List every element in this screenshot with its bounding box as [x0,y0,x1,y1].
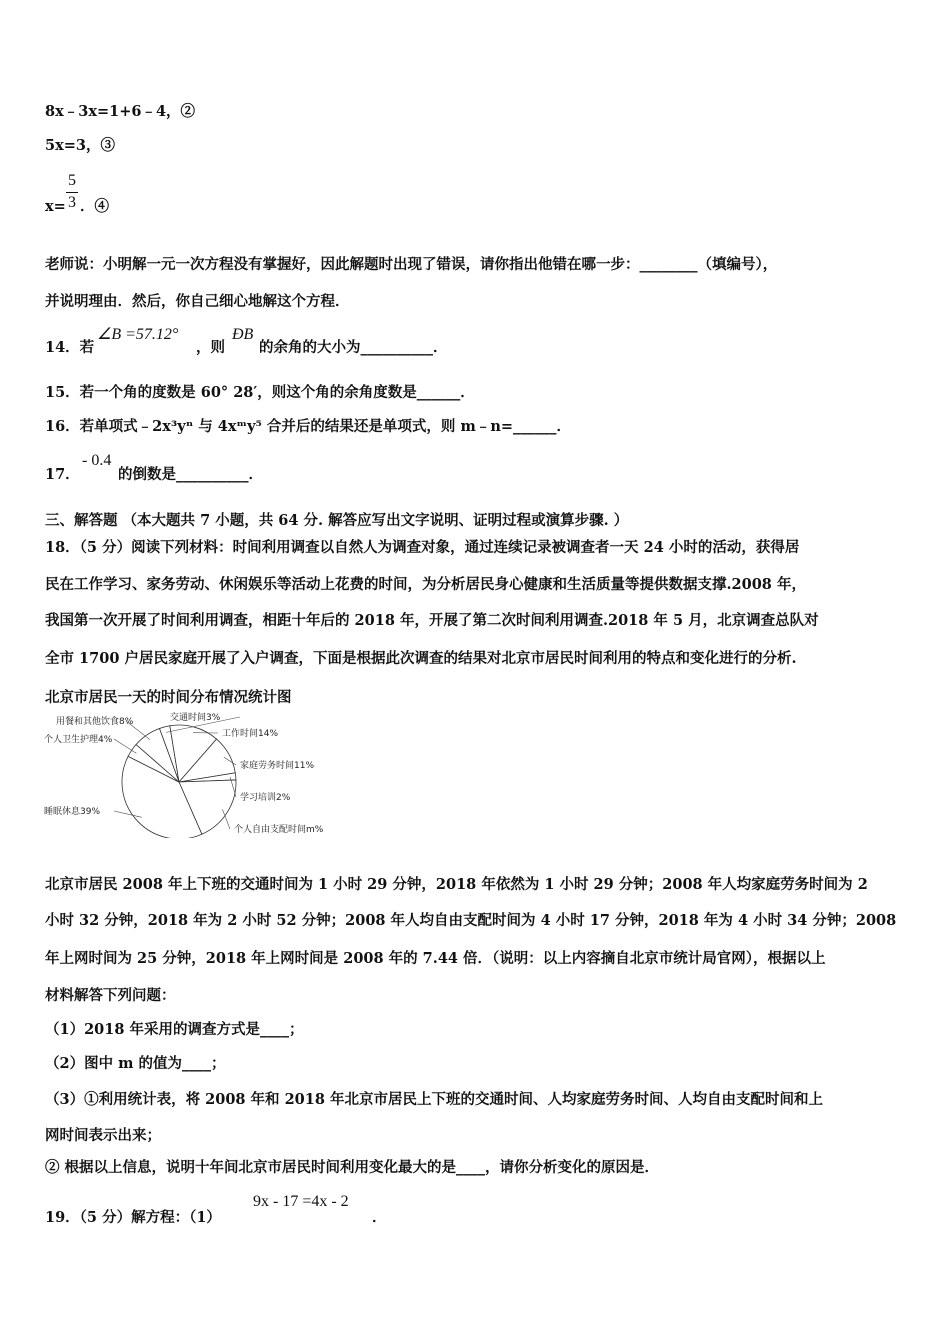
pie-label: 家庭劳务时间11% [240,761,315,771]
question-16: 16．若单项式﹣2x³yⁿ 与 4xᵐy⁵ 合并后的结果还是单项式，则 m﹣n=______． [45,418,572,435]
pie-label: 交通时间3% [170,713,221,723]
pie-label: 用餐和其他饮食8% [56,717,134,727]
pie-label: 工作时间14% [222,729,279,739]
leader-line [114,739,136,753]
q18-line-2: 民在工作学习、家务劳动、休闲娱乐等活动上花费的时间，为分析居民身心健康和生活质量等提供数据支撑.2008 年， [45,576,806,593]
q17-value: - 0.4 [82,452,112,469]
equation-step-2: 8x﹣3x=1+6﹣4，② [45,103,196,120]
section-3-heading: 三、解答题 （本大题共 7 小题，共 64 分. 解答应写出文字说明、证明过程或演算步骤. ） [45,512,629,529]
pie-chart [42,708,362,838]
question-15: 15．若一个角的度数是 60° 28′，则这个角的余角度数是______． [45,384,475,401]
q17-prefix: 17． [45,466,80,483]
q19-suffix: ． [372,1209,387,1226]
chart-title: 北京市居民一天的时间分布情况统计图 [45,689,292,706]
q14-mid: ，则 [196,339,225,356]
sub-question-3-line-1: （3）①利用统计表，将 2008 年和 2018 年北京市居民上下班的交通时间、人均家庭劳务时间、人均自由支配时间和上 [45,1091,823,1108]
teacher-instruction-line-2: 并说明理由．然后，你自己细心地解这个方程． [45,293,350,310]
q14-suffix: 的余角的大小为__________． [259,339,448,356]
q18-line-1: 18．（5 分）阅读下列材料：时间利用调查以自然人为调查对象，通过连续记录被调查者一天 24 小时的活动，获得居 [45,539,800,556]
equation-step-3: 5x=3，③ [45,137,115,154]
step4-prefix: x= [45,198,66,215]
q17-suffix: 的倒数是__________． [118,466,263,483]
pie-label: 个人自由支配时间m% [234,825,324,835]
paragraph-2-line-1: 北京市居民 2008 年上下班的交通时间为 1 小时 29 分钟，2018 年依然为 1 小时 29 分钟；2008 年人均家庭劳务时间为 2 [45,876,868,893]
pie-label: 学习培训2% [240,793,291,803]
q18-line-4: 全市 1700 户居民家庭开展了入户调查，下面是根据此次调查的结果对北京市居民时间利用的特点和变化进行的分析. [45,650,797,667]
q19-equation: 9x - 17 =4x - 2 [253,1193,349,1210]
q18-line-3: 我国第一次开展了时间利用调查，相距十年后的 2018 年，开展了第二次时间利用调查.2018 年 5 月，北京调查总队对 [45,612,819,629]
pie-label: 睡眠休息39% [44,807,101,817]
step4-denominator: 3 [68,194,76,211]
sub-question-3-line-3: ② 根据以上信息，说明十年间北京市居民时间利用变化最大的是____，请你分析变化的原因是． [45,1159,660,1176]
pie-label: 个人卫生护理4% [44,735,113,745]
q14-angle-math-2: ÐB [232,326,254,343]
paragraph-2-line-4: 材料解答下列问题： [45,987,176,1004]
step4-numerator: 5 [68,172,76,189]
q14-angle-math: ∠B =57.12° [97,326,179,343]
sub-question-3-line-2: 网时间表示出来； [45,1127,161,1144]
q14-prefix: 14．若 [45,339,95,356]
q19-prefix: 19．（5 分）解方程：（1） [45,1209,221,1226]
teacher-instruction-line-1: 老师说：小明解一元一次方程没有掌握好，因此解题时出现了错误，请你指出他错在哪一步：________（填编号）， [45,256,778,273]
paragraph-2-line-2: 小时 32 分钟，2018 年为 2 小时 52 分钟；2008 年人均自由支配时间为 4 小时 17 分钟，2018 年为 4 小时 34 分钟；2008 [45,912,897,929]
sub-question-1: （1）2018 年采用的调查方式是____； [45,1021,304,1038]
step4-suffix: ．④ [80,198,109,215]
fraction-bar [66,192,78,193]
sub-question-2: （2）图中 m 的值为____； [45,1055,226,1072]
paragraph-2-line-3: 年上网时间为 25 分钟，2018 年上网时间是 2008 年的 7.44 倍．（说明：以上内容摘自北京市统计局官网），根据以上 [45,950,826,967]
